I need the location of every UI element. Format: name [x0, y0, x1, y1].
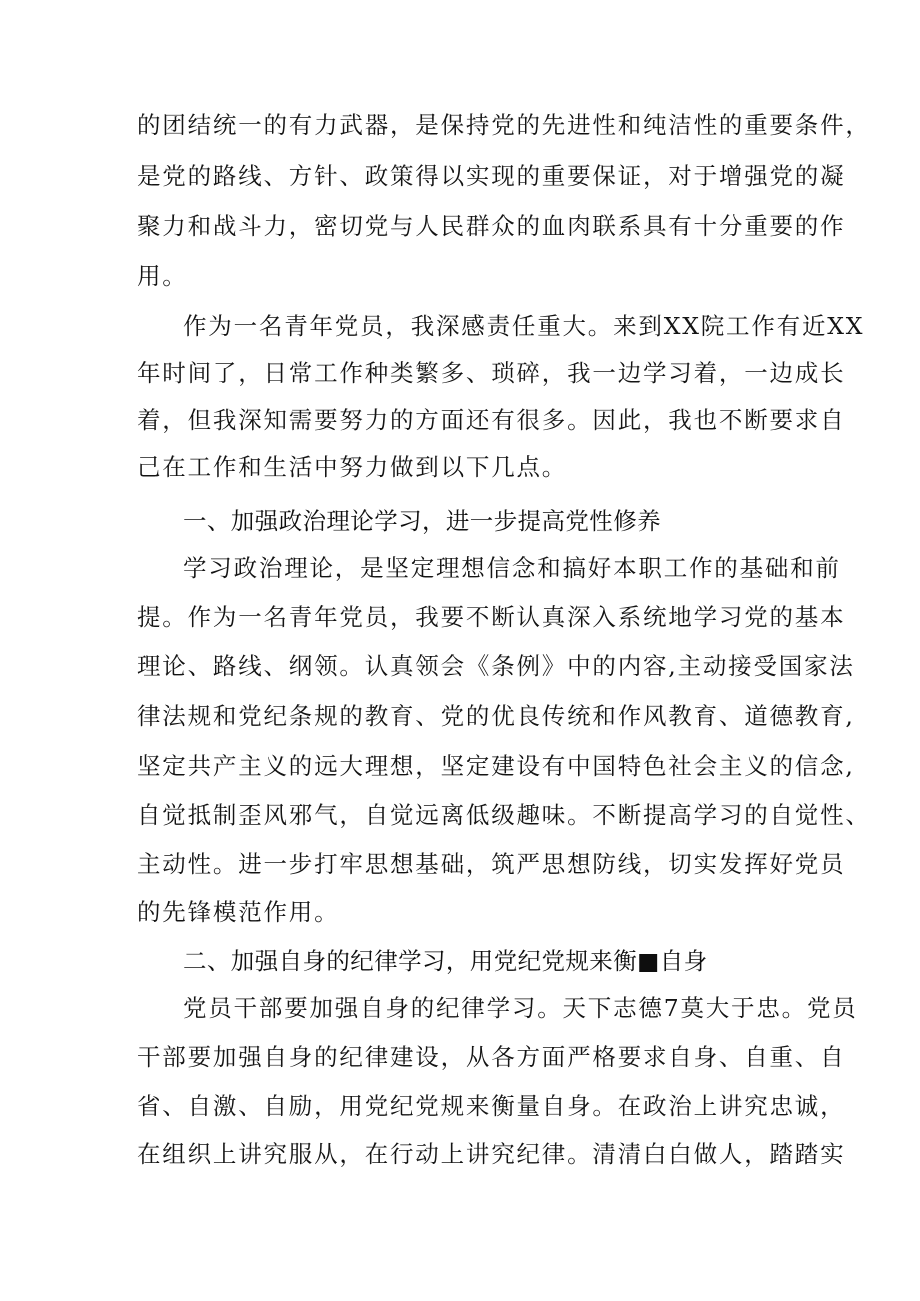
text-line: 学习政治理论，是坚定理想信念和搞好本职工作的基础和前: [183, 554, 841, 582]
section-heading: 一、加强政治理论学习，进一步提高党性修养: [183, 507, 661, 535]
text-line: 的先锋模范作用。: [137, 898, 340, 926]
text-line: 年时间了，日常工作种类繁多、琐碎，我一边学习着，一边成长: [137, 359, 846, 387]
text-line: 坚定共产主义的远大理想，坚定建设有中国特色社会主义的信念,: [137, 752, 855, 780]
text-line: 律法规和党纪条规的教育、党的优良传统和作风教育、道德教育,: [137, 702, 855, 730]
text-line: 理论、路线、纲领。认真领会《条例》中的内容,主动接受国家法: [137, 652, 855, 680]
text-line: 干部要加强自身的纪律建设，从各方面严格要求自身、自重、自: [137, 1043, 846, 1071]
text-line: 在组织上讲究服从，在行动上讲究纪律。清清白白做人，踏踏实: [137, 1140, 846, 1168]
text-line: 着，但我深知需要努力的方面还有很多。因此，我也不断要求自: [137, 406, 846, 434]
text-line: 党员干部要加强自身的纪律学习。天下志德7莫大于忠。党员: [183, 994, 858, 1022]
section-heading: 二、加强自身的纪律学习，用党纪党规来衡■自身: [183, 947, 708, 975]
text-line: 作为一名青年党员，我深感责任重大。来到XX院工作有近XX: [183, 312, 865, 340]
text-line: 提。作为一名青年党员，我要不断认真深入系统地学习党的基本: [137, 603, 846, 631]
text-line: 主动性。进一步打牢思想基础，筑严思想防线，切实发挥好党员: [137, 850, 846, 878]
text-line: 省、自激、自励，用党纪党规来衡量自身。在政治上讲究忠诚，: [137, 1092, 846, 1120]
text-line: 聚力和战斗力，密切党与人民群众的血肉联系具有十分重要的作: [137, 212, 846, 240]
text-line: 用。: [137, 262, 188, 290]
text-line: 的团结统一的有力武器，是保持党的先进性和纯洁性的重要条件，: [137, 111, 871, 139]
text-line: 是党的路线、方针、政策得以实现的重要保证，对于增强党的凝: [137, 162, 846, 190]
text-line: 己在工作和生活中努力做到以下几点。: [137, 453, 568, 481]
text-line: 自觉抵制歪风邪气，自觉远离低级趣味。不断提高学习的自觉性、: [137, 801, 871, 829]
